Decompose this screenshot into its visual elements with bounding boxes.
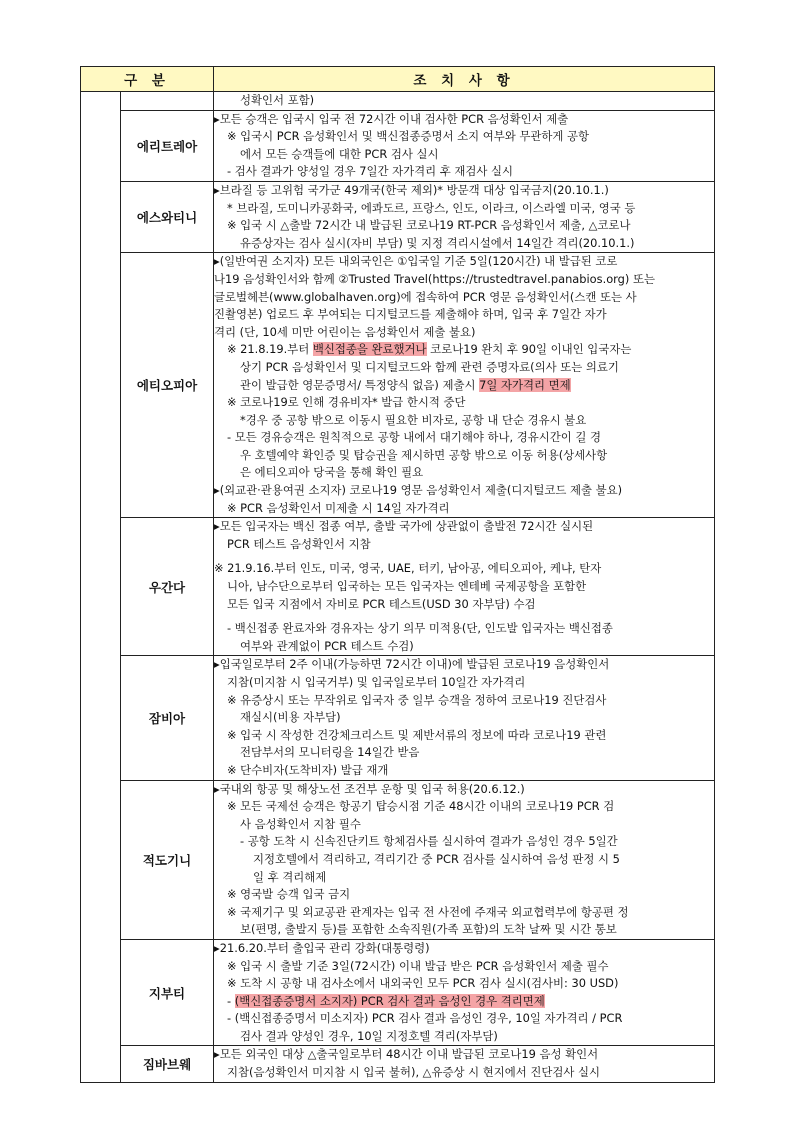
text-line: ※ 모든 국제선 승객은 항공기 탑승시점 기준 48시간 이내의 코로나19 PCR 검 [227, 799, 615, 814]
text-line: 모든 입국 지점에서 자비로 PCR 테스트(USD 30 자부담) 수검 [227, 596, 536, 611]
country-row [81, 780, 715, 939]
table-header-row [81, 67, 715, 92]
text-line: - 모든 경유승객은 원칙적으로 공항 내에서 대기해야 하나, 경유시간이 길 경 [227, 430, 602, 445]
blank-column-cell [81, 92, 121, 1083]
text-line: 일 후 격리해제 [253, 869, 327, 884]
text-line: ▸모든 입국자는 백신 접종 여부, 출발 국가에 상관없이 출발전 72시간 실시된 [214, 519, 594, 534]
text-line: 지참(미지참 시 입국거부) 및 입국일로부터 10일간 자가격리 [227, 675, 526, 689]
text-line: ▸(외교관·관용여권 소지자) 코로나19 영문 음성확인서 제출(디지털코드 제출 불요) [214, 483, 623, 498]
text-line: 나19 음성확인서와 함께 ②Trusted Travel(https://trustedtravel.panabios.org) 또는 [214, 271, 655, 286]
continuation-text [214, 92, 715, 111]
text-line: ▸모든 승객은 입국시 입국 전 72시간 이내 검사한 PCR 음성확인서 제출 [214, 111, 569, 126]
text-line: ※ 입국시 PCR 음성확인서 및 백신접종증명서 소지 여부와 무관하게 공항 [227, 129, 589, 144]
country-row [81, 939, 715, 1046]
country-name: 잠비아 [121, 656, 214, 780]
country-name: 우간다 [121, 518, 214, 656]
country-measures [214, 110, 715, 181]
text-line: ▸국내외 항공 및 해상노선 조건부 운항 및 입국 허용(20.6.12.) [214, 781, 525, 796]
country-measures [214, 656, 715, 780]
continuation-region-cell [121, 92, 214, 111]
country-name: 에티오피아 [121, 253, 214, 518]
text-line: - 공항 도착 시 신속진단키트 항체검사를 실시하여 결과가 음성인 경우 5일간 [240, 834, 618, 849]
text-line: 여부와 관계없이 PCR 테스트 수검) [240, 638, 414, 653]
text-line: 에서 모든 승객들에 대한 PCR 검사 실시 [240, 146, 439, 161]
text-span: 코로나19 완치 후 90일 이내인 입국자는 [426, 342, 632, 357]
text-line: ※ 영국발 승객 입국 금지 [227, 887, 351, 902]
text-line: ▸브라질 등 고위험 국가군 49개국(한국 제외)* 방문객 대상 입국금지(20.10.1.) [214, 182, 609, 197]
continuation-row [81, 92, 715, 111]
text-span: - [227, 993, 235, 1008]
text-line: 전담부서의 모니터링을 14일간 받음 [240, 745, 420, 760]
country-measures [214, 1046, 715, 1082]
text-line: ※ 입국 시 작성한 건강체크리스트 및 제반서류의 정보에 따라 코로나19 관련 [227, 727, 607, 742]
text-line: ※ 21.9.16.부터 인도, 미국, 영국, UAE, 터키, 남아공, 에티오피아, 케냐, 탄자 [214, 561, 602, 576]
text-line: ※ 코로나19로 인해 경유비자* 발급 한시적 중단 [227, 395, 466, 410]
country-measures [214, 939, 715, 1046]
text-line: 우 호텔예약 확인증 및 탑승권을 제시하면 공항 밖으로 이동 허용(상세사항 [240, 447, 608, 462]
text-line: 성확인서 포함) [240, 93, 315, 107]
header-measures: 조 치 사 항 [214, 67, 715, 92]
text-line: ※ 단수비자(도착비자) 발급 재개 [227, 762, 389, 777]
highlighted-text: 7일 자가격리 면제 [479, 377, 571, 392]
text-line: 지참(음성확인서 미지참 시 입국 불허), △유증상 시 현지에서 진단검사 실시 [227, 1065, 600, 1080]
text-line: ※ PCR 음성확인서 미제출 시 14일 자가격리 [227, 500, 450, 515]
text-line [214, 377, 714, 395]
country-name: 짐바브웨 [121, 1046, 214, 1082]
text-line: ▸(일반여권 소지자) 모든 내외국인은 ①입국일 기준 5일(120시간) 내 발급된 코로 [214, 254, 618, 269]
text-line: ※ 입국 시 △출발 72시간 내 발급된 코로나19 RT-PCR 음성확인서 제출, △코로나 [227, 218, 631, 233]
country-name: 지부티 [121, 939, 214, 1046]
line-gap [214, 613, 714, 620]
country-measures [214, 518, 715, 656]
text-line: ▸입국일로부터 2주 이내(가능하면 72시간 이내)에 발급된 코로나19 음성확인서 [214, 657, 610, 672]
country-row [81, 656, 715, 780]
text-line: ※ 유증상시 또는 무작위로 입국자 중 일부 승객을 정하여 코로나19 진단검사 [227, 692, 607, 707]
country-measures [214, 780, 715, 939]
country-name: 적도기니 [121, 780, 214, 939]
header-category: 구 분 [81, 67, 214, 92]
text-line: 격리 (단, 10세 미만 어린이는 음성확인서 제출 불요) [214, 324, 476, 339]
country-row [81, 518, 715, 656]
text-line: 은 에티오피아 당국을 통해 확인 필요 [240, 465, 424, 480]
text-line: 글로벌헤븐(www.globalhaven.org)에 접속하여 PCR 영문 음성확인서(스캔 또는 사 [214, 289, 637, 304]
line-gap [214, 553, 714, 560]
text-line: ※ 도착 시 공항 내 검사소에서 내외국인 모두 PCR 검사 실시(검사비: 30 USD) [227, 976, 619, 991]
country-row [81, 181, 715, 252]
text-line [214, 993, 714, 1011]
text-line: 보(편명, 출발지 등)를 포함한 소속직원(가족 포함)의 도착 날짜 및 시간 통보 [240, 922, 617, 937]
text-line: *경우 중 공항 밖으로 이동시 필요한 비자로, 공항 내 단순 경유시 불요 [240, 412, 587, 427]
text-line: 진촬영본) 업로드 후 부여되는 디지털코드를 제출해야 하며, 입국 후 7일간 자가 [214, 307, 607, 322]
text-line: - (백신접종증명서 미소지자) PCR 검사 결과 음성인 경우, 10일 자가격리 / PCR [227, 1011, 623, 1026]
text-line: 유증상자는 검사 실시(자비 부담) 및 지정 격리시설에서 14일간 격리(20.10.1.) [240, 235, 635, 250]
text-line: 상기 PCR 음성확인서 및 디지털코드와 함께 관련 증명자료(의사 또는 의료기 [240, 359, 619, 374]
text-span: 관이 발급한 영문증명서/ 특정양식 없음) 제출시 [240, 377, 480, 392]
country-row [81, 1046, 715, 1082]
text-line: 니아, 남수단으로부터 입국하는 모든 입국자는 엔테베 국제공항을 포함한 [227, 579, 587, 594]
text-line [214, 341, 714, 359]
text-line: 재실시(비용 자부담) [240, 710, 341, 725]
text-line: 지정호텔에서 격리하고, 격리기간 중 PCR 검사를 실시하여 음성 판정 시 5 [253, 851, 620, 866]
highlighted-text: (백신접종증명서 소지자) PCR 검사 결과 음성인 경우 격리면제 [234, 993, 545, 1008]
text-line: 검사 결과 양성인 경우, 10일 지정호텔 격리(자부담) [240, 1028, 498, 1043]
country-row [81, 110, 715, 181]
text-line: ▸21.6.20.부터 출입국 관리 강화(대통령령) [214, 940, 430, 955]
text-line: 사 음성확인서 지참 필수 [240, 816, 361, 831]
text-line: - 백신접종 완료자와 경유자는 상기 의무 미적용(단, 인도발 입국자는 백신접종 [227, 621, 613, 636]
text-line: - 검사 결과가 양성일 경우 7일간 자가격리 후 재검사 실시 [227, 164, 514, 179]
country-measures [214, 181, 715, 252]
measures-table [80, 66, 715, 1083]
text-line: ※ 입국 시 출발 기준 3일(72시간) 이내 발급 받은 PCR 음성확인서 제출 필수 [227, 958, 609, 973]
country-row [81, 253, 715, 518]
text-line: * 브라질, 도미니카공화국, 에콰도르, 프랑스, 인도, 이라크, 이스라엘 미국, 영국 등 [227, 200, 636, 215]
text-span: ※ 21.8.19.부터 [227, 342, 313, 357]
country-name: 에리트레아 [121, 110, 214, 181]
country-measures [214, 253, 715, 518]
country-name: 에스와티니 [121, 181, 214, 252]
text-line: ※ 국제기구 및 외교공관 관계자는 입국 전 사전에 주재국 외교협력부에 항공편 정 [227, 904, 629, 919]
text-line: ▸모든 외국인 대상 △출국일로부터 48시간 이내 발급된 코로나19 음성 확인서 [214, 1047, 599, 1062]
highlighted-text: 백신접종을 완료했거나 [312, 342, 427, 357]
text-line: PCR 테스트 음성확인서 지참 [227, 536, 371, 551]
